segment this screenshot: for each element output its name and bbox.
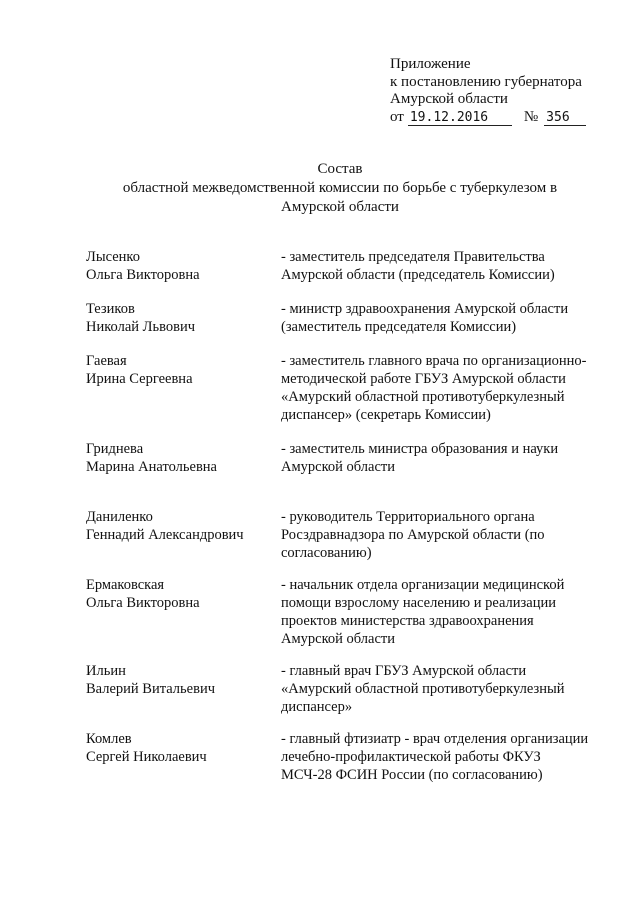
member-name bbox=[86, 730, 276, 766]
member-surname: Комлев bbox=[86, 731, 132, 747]
role-line: «Амурский областной противотуберкулезный bbox=[281, 389, 565, 405]
member-surname: Ермаковская bbox=[86, 577, 165, 593]
member-given-names: Николай Львович bbox=[86, 319, 195, 335]
member-surname: Тезиков bbox=[86, 301, 135, 317]
role-line: «Амурский областной противотуберкулезный bbox=[281, 681, 565, 697]
role-line: помощи взрослому населению и реализации bbox=[281, 595, 556, 611]
member-name bbox=[86, 576, 276, 612]
role-line: - заместитель главного врача по организационно- bbox=[281, 353, 587, 369]
role-line: - главный врач ГБУЗ Амурской области bbox=[281, 663, 527, 679]
member-surname: Гриднева bbox=[86, 441, 144, 457]
role-line: - заместитель министра образования и науки bbox=[281, 441, 559, 457]
member-given-names: Ольга Викторовна bbox=[86, 595, 200, 611]
role-line: методической работе ГБУЗ Амурской области bbox=[281, 371, 566, 387]
role-line: - руководитель Территориального органа bbox=[281, 509, 535, 525]
member-name bbox=[86, 352, 276, 388]
member-name bbox=[86, 508, 276, 544]
member-role bbox=[281, 248, 611, 284]
role-line: - начальник отдела организации медицинской bbox=[281, 577, 565, 593]
member-surname: Ильин bbox=[86, 663, 126, 679]
role-line: проектов министерства здравоохранения bbox=[281, 613, 534, 629]
member-role bbox=[281, 352, 611, 424]
member-name bbox=[86, 662, 276, 698]
role-line: - заместитель председателя Правительства bbox=[281, 249, 545, 265]
appendix-region: Амурской области bbox=[390, 91, 508, 107]
role-line: согласованию) bbox=[281, 545, 372, 561]
member-given-names: Ирина Сергеевна bbox=[86, 371, 193, 387]
member-role bbox=[281, 662, 611, 716]
member-name bbox=[86, 248, 276, 284]
member-given-names: Геннадий Александрович bbox=[86, 527, 244, 543]
member-given-names: Марина Анатольевна bbox=[86, 459, 217, 475]
member-given-names: Ольга Викторовна bbox=[86, 267, 200, 283]
role-line: лечебно-профилактической работы ФКУЗ bbox=[281, 749, 541, 765]
document-title bbox=[60, 160, 620, 217]
title-line-3: Амурской области bbox=[281, 199, 399, 215]
role-line: Амурской области (председатель Комиссии) bbox=[281, 267, 555, 283]
appendix-label: Приложение bbox=[390, 56, 471, 72]
decree-date: 19.12.2016 bbox=[408, 111, 512, 126]
role-line: диспансер» (секретарь Комиссии) bbox=[281, 407, 491, 423]
appendix-header bbox=[390, 56, 586, 126]
title-line-1: Состав bbox=[317, 161, 363, 177]
member-given-names: Сергей Николаевич bbox=[86, 749, 207, 765]
date-prefix: от bbox=[390, 108, 404, 125]
role-line: диспансер» bbox=[281, 699, 353, 715]
member-role bbox=[281, 576, 611, 648]
role-line: МСЧ-28 ФСИН России (по согласованию) bbox=[281, 767, 543, 783]
member-given-names: Валерий Витальевич bbox=[86, 681, 215, 697]
member-role bbox=[281, 440, 611, 476]
member-name bbox=[86, 300, 276, 336]
member-role bbox=[281, 730, 611, 784]
role-line: - министр здравоохранения Амурской области bbox=[281, 301, 569, 317]
member-name bbox=[86, 440, 276, 476]
member-role bbox=[281, 300, 611, 336]
member-surname: Даниленко bbox=[86, 509, 153, 525]
appendix-reference: к постановлению губернатора bbox=[390, 73, 582, 90]
decree-number: 356 bbox=[544, 111, 586, 126]
role-line: - главный фтизиатр - врач отделения организации bbox=[281, 731, 589, 747]
member-role bbox=[281, 508, 611, 562]
member-surname: Гаевая bbox=[86, 353, 127, 369]
title-line-2: областной межведомственной комиссии по борьбе с туберкулезом в bbox=[122, 180, 558, 196]
member-surname: Лысенко bbox=[86, 249, 140, 265]
appendix-date-line bbox=[390, 109, 586, 127]
role-line: Амурской области bbox=[281, 631, 395, 647]
role-line: Амурской области bbox=[281, 459, 395, 475]
number-label: № bbox=[523, 108, 539, 125]
role-line: Росздравнадзора по Амурской области (по bbox=[281, 527, 545, 543]
role-line: (заместитель председателя Комиссии) bbox=[281, 319, 517, 335]
